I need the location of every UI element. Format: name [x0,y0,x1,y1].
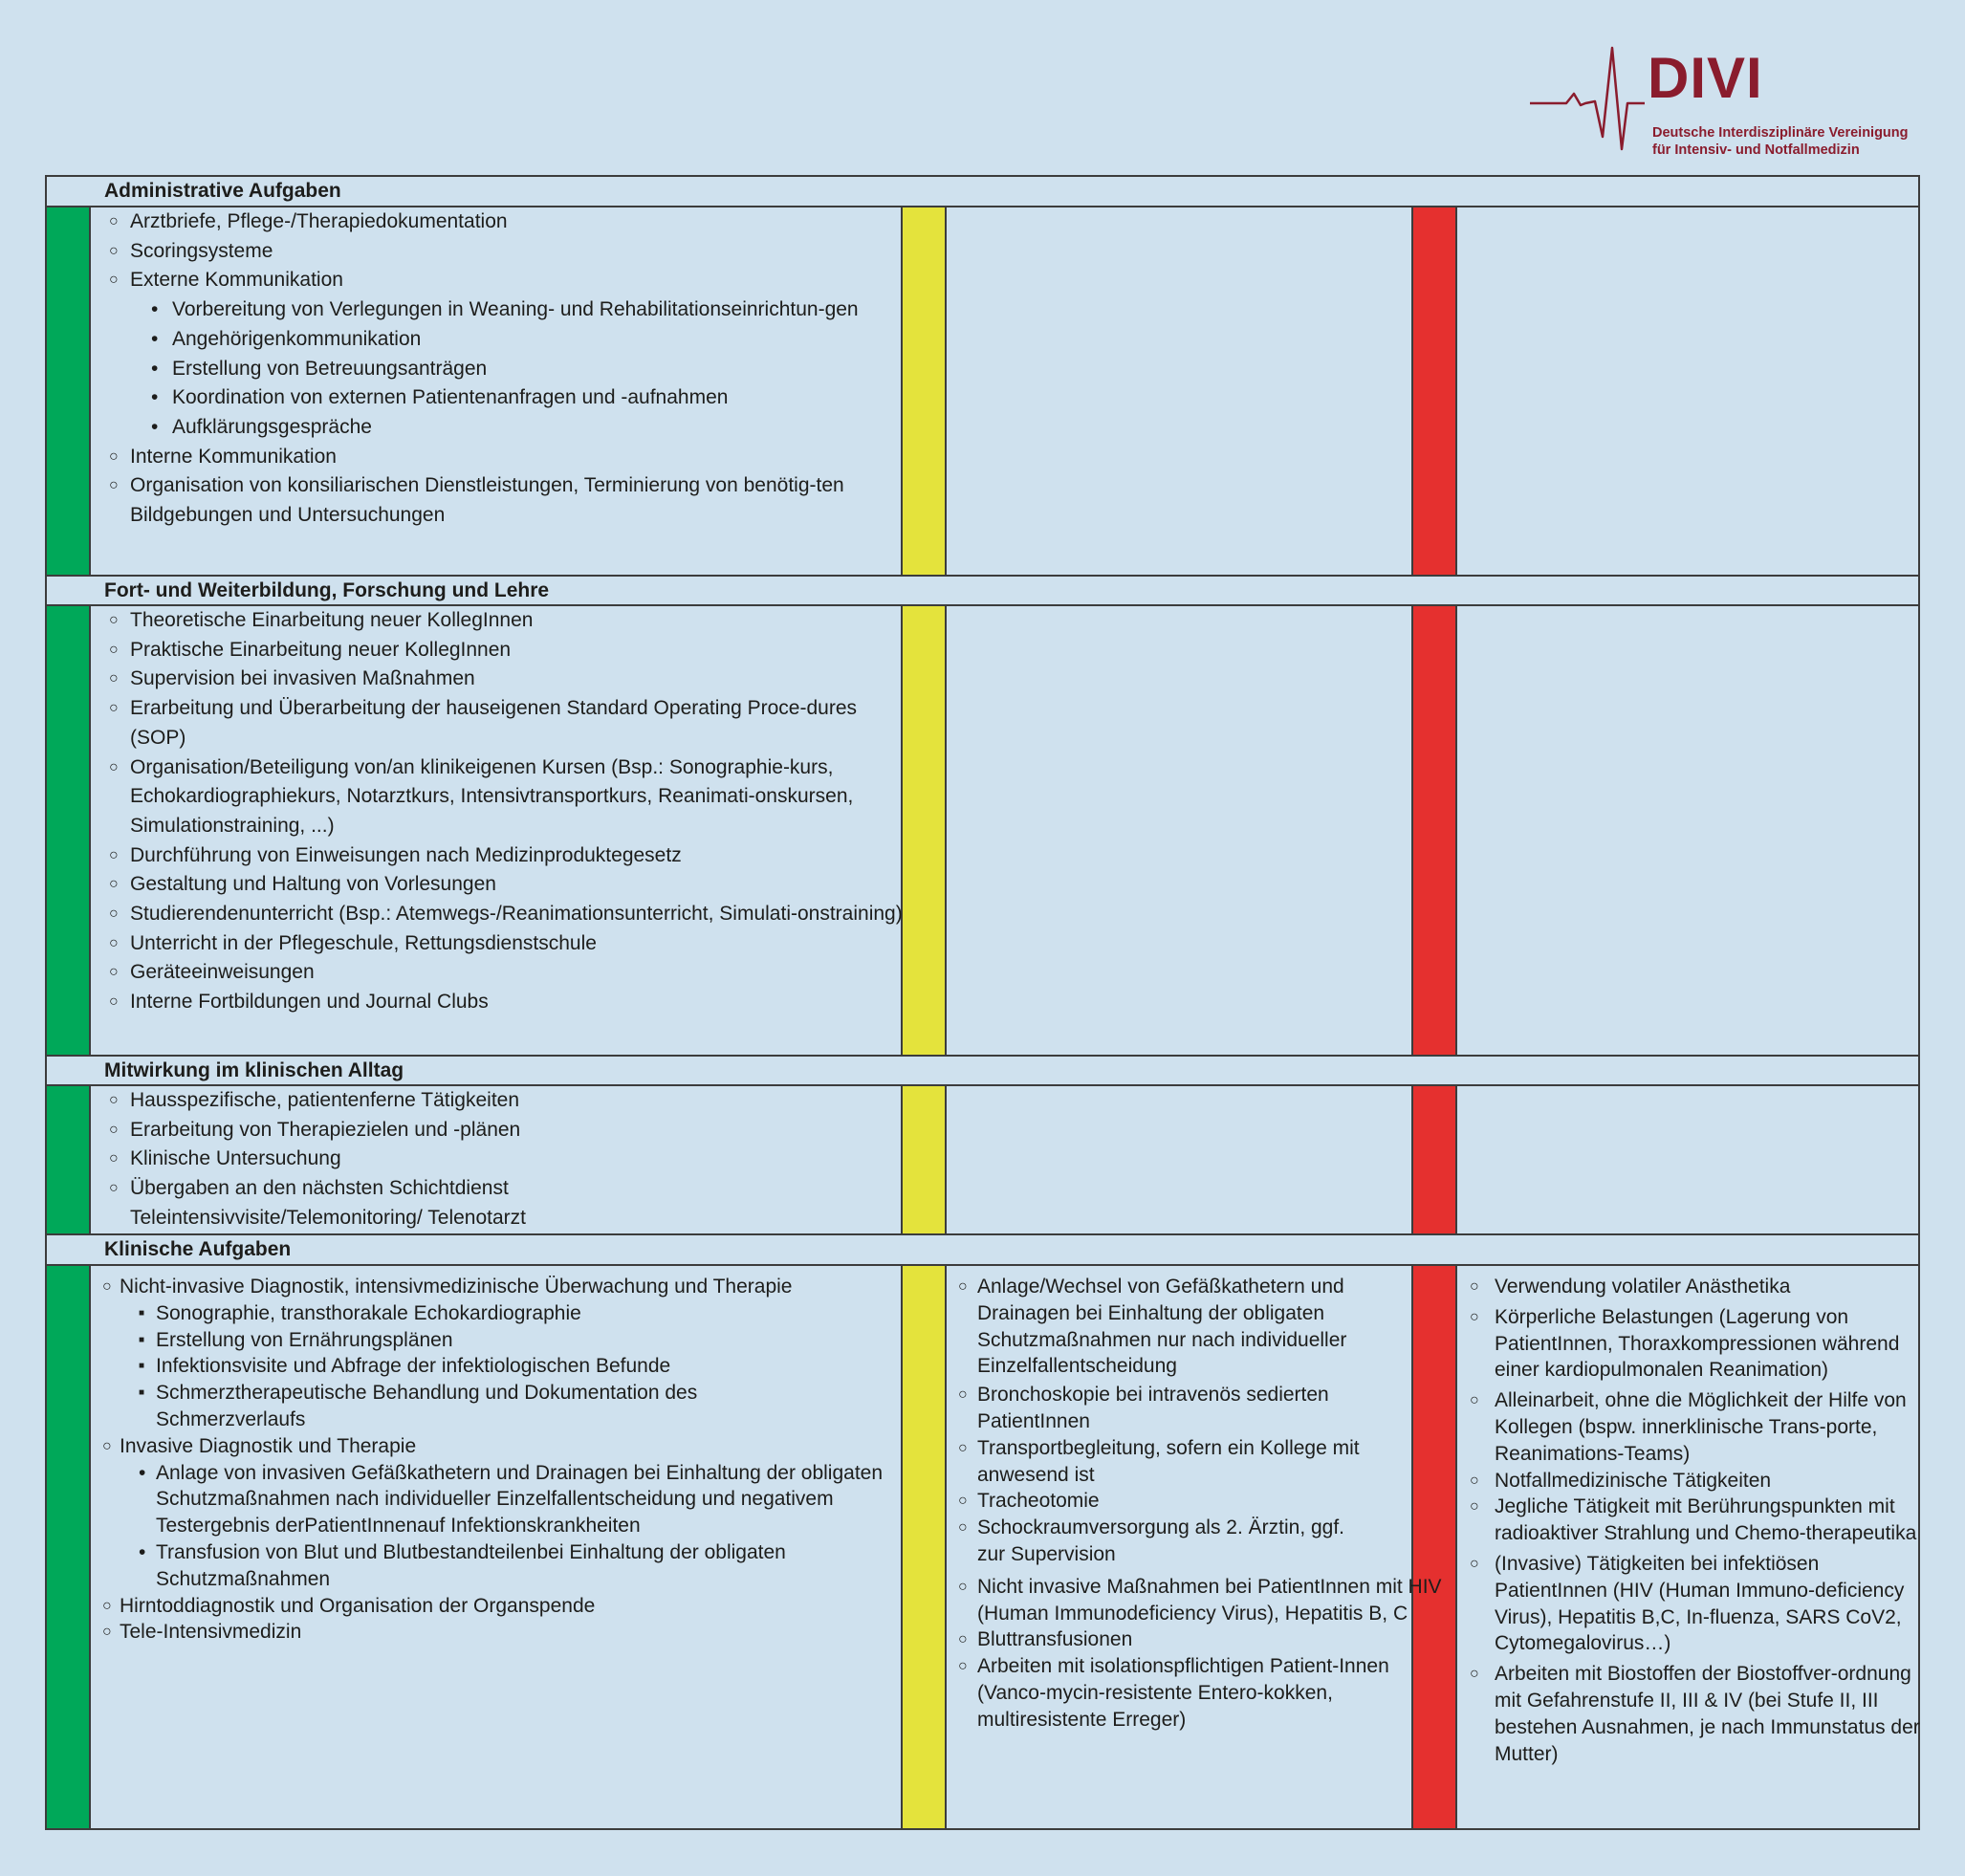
yellow-strip [901,1266,947,1828]
list-item: ○ Durchführung von Einweisungen nach Medizinproduktegesetz [109,841,903,871]
sub-list-item: • Angehörigenkommunikation [109,325,912,355]
task-table [45,175,1920,1830]
sub-list-item: • Anlage von invasiven Gefäßkathetern und Drainagen bei Einhaltung der obligaten Schutzmaßnahmen nach individueller Einzelfallentscheidung und negativem Testergebnis derPatientInnenauf Infektionskrankheiten [102,1460,906,1539]
list-item: ○ Schockraumversorgung als 2. Ärztin, ggf. zur Supervision [958,1515,1350,1568]
list-item: ○ Verwendung volatiler Anästhetika [1470,1274,1919,1300]
sub-list-item: ■ Erstellung von Ernährungsplänen [102,1327,906,1354]
list-item: ○ Bronchoskopie bei intravenös sedierten PatientInnen [958,1382,1408,1435]
list-item: ○ Transportbegleitung, sofern ein Kollege mit anwesend ist [958,1435,1417,1489]
list-item: ○ Unterricht in der Pflegeschule, Rettungsdienstschule [109,929,903,959]
sub-list-item: • Erstellung von Betreuungsanträgen [109,355,912,384]
list-item: ○ Hausspezifische, patientenferne Tätigkeiten [109,1086,606,1116]
sub-list-item: • Transfusion von Blut und Blutbestandteilenbei Einhaltung der obligaten Schutzmaßnahmen [102,1539,892,1593]
list-item: ○ Körperliche Belastungen (Lagerung von PatientInnen, Thoraxkompressionen während einer kardiopulmonalen Reanimation) [1470,1304,1915,1384]
list-item: ○ Praktische Einarbeitung neuer KollegInnen [109,636,903,665]
sub-list-item: ■ Sonographie, transthorakale Echokardiographie [102,1300,906,1327]
red-strip [1411,207,1457,576]
sub-list-item: ■ Schmerztherapeutische Behandlung und Dokumentation des Schmerzverlaufs [102,1380,730,1433]
list-item: ○ Externe Kommunikation [109,266,912,295]
list-item: ○ Arztbriefe, Pflege-/Therapiedokumentation [109,207,912,237]
logo-subtitle [1652,124,1909,159]
section-body-administrative [47,207,1918,576]
green-task-list [102,1274,906,1646]
list-item: ○ Interne Kommunikation [109,443,912,472]
section-header-clinical-tasks: Klinische Aufgaben [47,1233,1918,1266]
list-item: ○ Alleinarbeit, ohne die Möglichkeit der Hilfe von Kollegen (bspw. innerklinische Trans-porte, Reanimations-Teams) [1470,1387,1925,1467]
green-task-list [109,1086,606,1233]
list-item: ○ Gestaltung und Haltung von Vorlesungen [109,870,903,900]
section-body-clinical-tasks [47,1266,1918,1828]
red-task-list [1470,1274,1919,1767]
section-header-administrative: Administrative Aufgaben [47,177,1918,207]
list-item: ○ Geräteeinweisungen [109,958,903,988]
section-body-clinical-routine [47,1086,1918,1233]
section-header-training: Fort- und Weiterbildung, Forschung und Lehre [47,575,1918,606]
red-strip [1411,606,1457,1055]
green-task-list [109,606,903,1017]
green-task-list [109,207,912,531]
list-item: ○ Invasive Diagnostik und Therapie [102,1433,906,1460]
list-item: ○ Klinische Untersuchung [109,1145,606,1174]
list-item: ○ Studierendenunterricht (Bsp.: Atemwegs-/Reanimationsunterricht, Simulati-onstraining) [109,900,903,929]
list-item: ○ Erarbeitung und Überarbeitung der hauseigenen Standard Operating Proce-dures (SOP) [109,694,903,753]
divi-logo [1528,46,1910,159]
list-item: ○ Scoringsysteme [109,237,912,267]
list-item: ○ Supervision bei invasiven Maßnahmen [109,665,903,694]
list-item: ○ Tele-Intensivmedizin [102,1619,906,1646]
sub-list-item: • Koordination von externen Patientenanfragen und -aufnahmen [109,383,912,413]
green-strip [47,1266,91,1828]
green-strip [47,606,91,1055]
section-header-clinical-routine: Mitwirkung im klinischen Alltag [47,1055,1918,1086]
red-strip [1411,1086,1457,1233]
list-item: ○ Erarbeitung von Therapiezielen und -plänen [109,1116,606,1145]
list-item: ○ Nicht-invasive Diagnostik, intensivmedizinische Überwachung und Therapie [102,1274,906,1300]
list-item: ○ Organisation/Beteiligung von/an klinikeigenen Kursen (Bsp.: Sonographie-kurs, Echokardiographiekurs, Notarztkurs, Intensivtransportkurs, Reanimati-onskursen, Simulationstraining, ...) [109,753,903,841]
logo-wordmark: DIVI [1648,46,1763,110]
list-item: ○ Arbeiten mit Biostoffen der Biostoffver-ordnung mit Gefahrenstufe II, III & IV (bei Stufe II, III bestehen Ausnahmen, je nach Immunstatus der Mutter) [1470,1661,1925,1767]
list-item: ○ Nicht invasive Maßnahmen bei PatientInnen mit HIV (Human Immunodeficiency Virus), Hepatitis B, C [958,1574,1455,1627]
list-item: ○ Hirntoddiagnostik und Organisation der Organspende [102,1593,906,1620]
logo-subtitle-line2: für Intensiv- und Notfallmedizin [1652,142,1860,158]
list-item: ○ Notfallmedizinische Tätigkeiten [1470,1468,1919,1494]
list-item: ○ Theoretische Einarbeitung neuer KollegInnen [109,606,903,636]
list-item: ○ Organisation von konsiliarischen Dienstleistungen, Terminierung von benötig-ten Bildgebungen und Untersuchungen [109,471,912,530]
yellow-strip [901,1086,947,1233]
heartbeat-line-icon [1528,46,1652,159]
green-strip [47,207,91,576]
sub-list-item: • Vorbereitung von Verlegungen in Weaning- und Rehabilitationseinrichtun-gen [109,295,912,325]
list-item: ○ Bluttransfusionen [958,1626,1455,1653]
yellow-strip [901,606,947,1055]
green-strip [47,1086,91,1233]
yellow-task-list [958,1274,1455,1734]
sub-list-item: ■ Infektionsvisite und Abfrage der infektiologischen Befunde [102,1353,906,1380]
list-item: ○ Anlage/Wechsel von Gefäßkathetern und Drainagen bei Einhaltung der obligaten Schutzmaßnahmen nur nach individueller Einzelfallentscheidung [958,1274,1398,1380]
list-item: ○ (Invasive) Tätigkeiten bei infektiösen PatientInnen (HIV (Human Immuno-deficiency Virus), Hepatitis B,C, In-fluenza, SARS CoV2, Cytomegalovirus…) [1470,1551,1915,1657]
list-item: ○ Tracheotomie [958,1488,1455,1515]
list-item: ○ Jegliche Tätigkeit mit Berührungspunkten mit radioaktiver Strahlung und Chemo-therapeutika [1470,1494,1925,1547]
list-item: ○ Übergaben an den nächsten Schichtdienst Teleintensivvisite/Telemonitoring/ Telenotarzt [109,1174,606,1232]
section-body-training [47,606,1918,1055]
list-item: ○ Arbeiten mit isolationspflichtigen Patient-Innen (Vanco-mycin-resistente Entero-kokken, multiresistente Erreger) [958,1653,1417,1733]
list-item: ○ Interne Fortbildungen und Journal Clubs [109,988,903,1017]
sub-list-item: • Aufklärungsgespräche [109,413,912,443]
logo-subtitle-line1: Deutsche Interdisziplinäre Vereinigung [1652,125,1909,141]
